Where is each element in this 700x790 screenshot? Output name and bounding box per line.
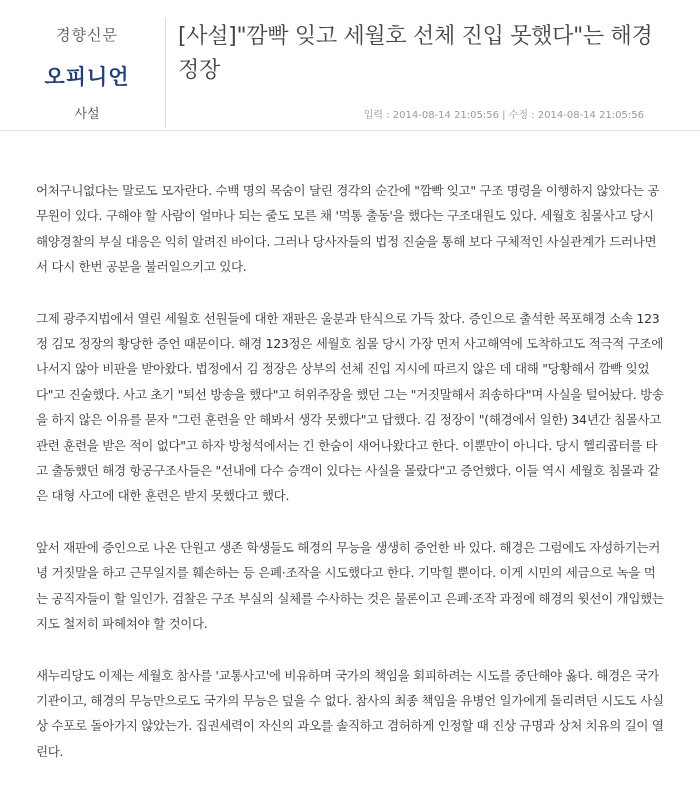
header-divider [165, 18, 166, 128]
article-paragraph: 앞서 재판에 증인으로 나온 단원고 생존 학생들도 해경의 무능을 생생히 증언한 바 있다. 해경은 그럼에도 자성하기는커녕 거짓말을 하고 근무일지를 훼손하는 등 은폐·조작을 시도했다고 한다. 기막힐 뿐이다. 이게 시민의 세금으로 녹을 먹는 공직자들이 할 일인가. 검찰은 구조 부실의 실체를 수사하는 것은 물론이고 은폐·조작 과정에 해경의 윗선이 개입했는지도 철저히 파헤쳐야 할 것이다. [36, 539, 664, 632]
section-brand [22, 16, 152, 122]
header-rule [0, 130, 700, 131]
timestamp-separator: | [499, 110, 509, 121]
newspaper-name[interactable]: 경향신문 [56, 26, 118, 44]
article-paragraph: 새누리당도 이제는 세월호 참사를 '교통사고'에 비유하며 국가의 책임을 회피하려는 시도를 중단해야 옳다. 해경은 국가기관이고, 해경의 무능만으로도 국가의 무능은 덮을 수 없다. 참사의 최종 책임을 유병언 일가에게 돌리려던 시도도 사실상 수포로 돌아가지 않았는가. 집권세력이 자신의 과오를 솔직하고 겸허하게 인정할 때 진상 규명과 상처 치유의 길이 열린다. [36, 667, 664, 759]
subsection-label[interactable]: 사설 [74, 107, 100, 122]
input-timestamp: 입력 : 2014-08-14 21:05:56 [363, 110, 499, 121]
article-paragraph: 어처구니없다는 말로도 모자란다. 수백 명의 목숨이 달린 경각의 순간에 "깜빡 잊고" 구조 명령을 이행하지 않았다는 공무원이 있다. 구해야 할 사람이 얼마나 되는 줄도 모른 채 '먹통 출동'을 했다는 구조대원도 있다. 세월호 침몰사고 당시 해양경찰의 부실 대응은 익히 알려진 바이다. 그러나 당사자들의 법정 진술을 통해 보다 구체적인 사실관계가 드러나면서 다시 한번 공분을 불러일으키고 있다. [36, 183, 660, 275]
article-title: [사설]"깜빡 잊고 세월호 선체 진입 못했다"는 해경 정장 [178, 24, 653, 83]
modified-timestamp: 수정 : 2014-08-14 21:05:56 [508, 110, 644, 121]
section-title[interactable]: 오피니언 [44, 65, 130, 89]
article-header [0, 0, 700, 145]
article-timestamp [364, 106, 644, 121]
article-paragraph: 그제 광주지법에서 열린 세월호 선원들에 대한 재판은 울분과 탄식으로 가득 찼다. 증인으로 출석한 목포해경 소속 123정 김모 정장의 황당한 증언 때문이다. 해경 123정은 세월호 침몰 당시 가장 먼저 사고해역에 도착하고도 적극적 구조에 나서지 않아 비판을 받아왔다. 법정에서 김 정장은 상부의 선체 진입 지시에 따르지 않은 데 대해 "당황해서 깜빡 잊었다"고 진술했다. 사고 초기 "퇴선 방송을 했다"고 허위주장을 했던 그는 "거짓말해서 죄송하다"며 사실을 털어놨다. 방송을 하지 않은 이유를 묻자 "그런 훈련을 안 해봐서 생각 못했다"고 답했다. 김 정장이 "(해경에서 일한) 34년간 침몰사고 관련 훈련을 받은 적이 없다"고 하자 방청석에서는 긴 한숨이 새어나왔다고 한다. 이뿐만이 아니다. 당시 헬리콥터를 타고 출동했던 해경 항공구조사들은 "선내에 다수 승객이 있다는 사실을 몰랐다"고 증언했다. 이들 역시 세월호 침몰과 같은 대형 사고에 대한 훈련은 받지 못했다고 했다. [36, 310, 664, 504]
article-body [36, 178, 666, 790]
